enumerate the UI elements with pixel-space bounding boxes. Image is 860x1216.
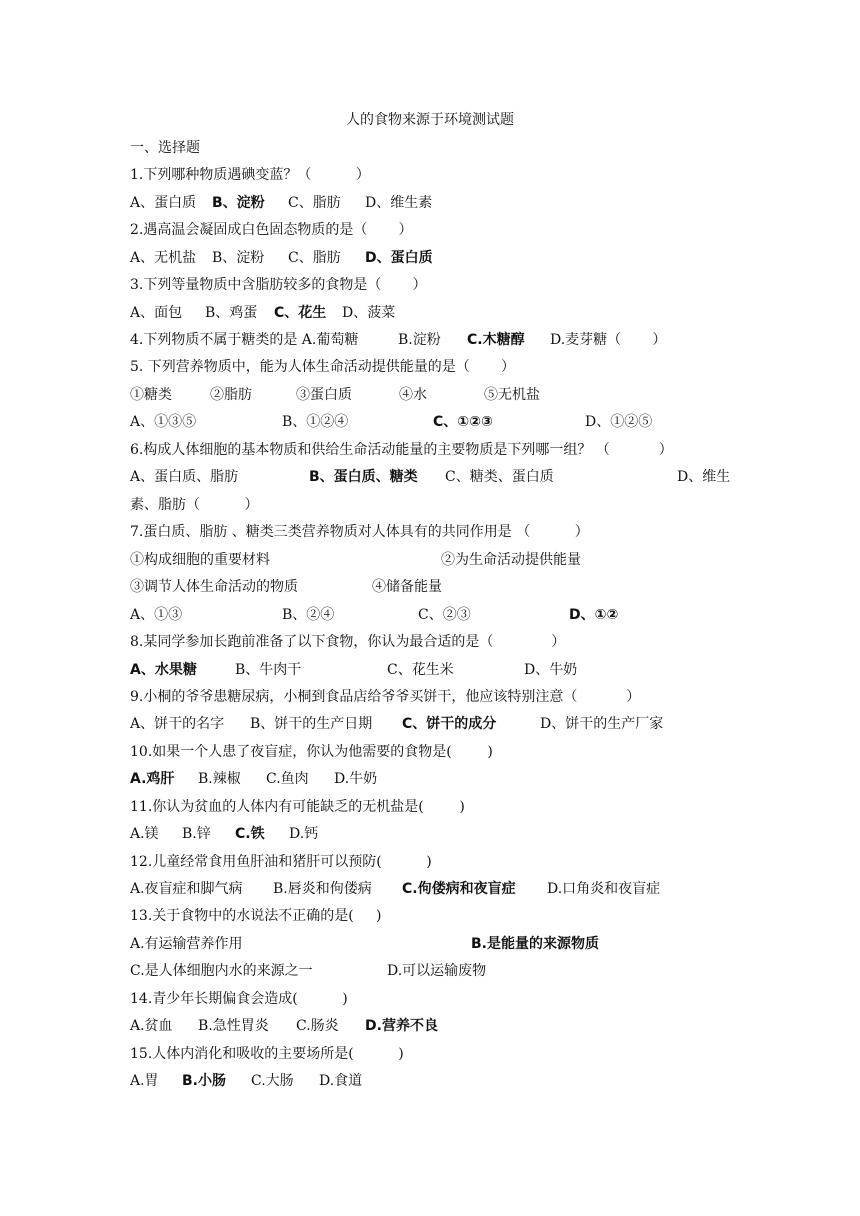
q11-option-c: C.铁 <box>235 826 265 842</box>
q5-item-1: ①糖类 <box>130 387 172 403</box>
q5-option-b: B、①②④ <box>282 414 349 430</box>
q13-option-d: D.可以运输废物 <box>387 963 487 979</box>
q13-option-b: B.是能量的来源物质 <box>471 936 599 952</box>
question-5-stem: 5. 下列营养物质中，能为人体生命活动提供能量的是（ ） <box>130 359 515 375</box>
q7-item-3: ③调节人体生命活动的物质 <box>130 579 298 595</box>
q13-option-a: A.有运输营养作用 <box>130 936 243 952</box>
q12-option-c: C.佝偻病和夜盲症 <box>402 881 516 897</box>
q5-item-5: ⑤无机盐 <box>484 387 540 403</box>
q11-option-d: D.钙 <box>289 826 319 842</box>
q11-option-b: B.锌 <box>182 826 211 842</box>
q9-option-b: B、饼干的生产日期 <box>250 716 373 732</box>
q2-option-d: D、蛋白质 <box>365 250 433 266</box>
q15-option-b: B.小肠 <box>182 1073 226 1089</box>
q7-item-2: ②为生命活动提供能量 <box>441 552 581 568</box>
q7-option-c: C、②③ <box>418 607 471 623</box>
question-1-stem: 1.下列哪种物质遇碘变蓝？（ ） <box>130 167 370 183</box>
question-13-stem: 13.关于食物中的水说法不正确的是( ) <box>130 908 382 924</box>
q2-option-b: B、淀粉 <box>212 250 265 266</box>
q8-option-c: C、花生米 <box>387 662 454 678</box>
q3-option-d: D、菠菜 <box>342 305 396 321</box>
question-6-stem: 6.构成人体细胞的基本物质和供给生命活动能量的主要物质是下列哪一组？ （ ） <box>130 442 673 458</box>
q5-option-d: D、①②⑤ <box>585 414 653 430</box>
q9-option-d: D、饼干的生产厂家 <box>540 716 664 732</box>
q8-option-a: A、水果糖 <box>130 662 197 678</box>
q8-option-d: D、牛奶 <box>524 662 578 678</box>
q3-option-a: A、面包 <box>130 305 183 321</box>
question-3-stem: 3.下列等量物质中含脂肪较多的食物是（ ） <box>130 277 427 293</box>
q10-option-c: C.鱼肉 <box>266 771 309 787</box>
q1-option-c: C、脂肪 <box>288 195 341 211</box>
q15-option-d: D.食道 <box>319 1073 363 1089</box>
q8-option-b: B、牛肉干 <box>235 662 302 678</box>
question-7-stem: 7.蛋白质、脂肪 、糖类三类营养物质对人体具有的共同作用是 （ ） <box>130 524 589 540</box>
q4-option-c: C.木糖醇 <box>467 332 525 348</box>
q5-item-4: ④水 <box>399 387 427 403</box>
q9-option-a: A、饼干的名字 <box>130 716 225 732</box>
q10-option-a: A.鸡肝 <box>130 771 175 787</box>
q15-option-a: A.胃 <box>130 1073 159 1089</box>
question-10-stem: 10.如果一个人患了夜盲症，你认为他需要的食物是( ) <box>130 744 493 760</box>
q4-option-b: B.淀粉 <box>398 332 441 348</box>
question-9-stem: 9.小桐的爷爷患糖尿病，小桐到食品店给爷爷买饼干，他应该特别注意（ ） <box>130 689 641 705</box>
q3-option-b: B、鸡蛋 <box>205 305 258 321</box>
q14-option-c: C.肠炎 <box>296 1018 339 1034</box>
q5-item-3: ③蛋白质 <box>296 387 352 403</box>
q12-option-d: D.口角炎和夜盲症 <box>547 881 661 897</box>
q2-option-c: C、脂肪 <box>288 250 341 266</box>
q7-option-d: D、①② <box>569 607 619 623</box>
q1-option-d: D、维生素 <box>365 195 433 211</box>
q7-option-a: A、①③ <box>130 607 183 623</box>
q13-option-c: C.是人体细胞内水的来源之一 <box>130 963 313 979</box>
q1-option-b: B、淀粉 <box>212 195 265 211</box>
q10-option-b: B.辣椒 <box>198 771 241 787</box>
section-heading: 一、选择题 <box>130 140 200 156</box>
q14-option-a: A.贫血 <box>130 1018 173 1034</box>
question-14-stem: 14.青少年长期偏食会造成( ) <box>130 991 348 1007</box>
q11-option-a: A.镁 <box>130 826 159 842</box>
question-11-stem: 11.你认为贫血的人体内有可能缺乏的无机盐是( ) <box>130 799 465 815</box>
q14-option-b: B.急性胃炎 <box>198 1018 269 1034</box>
q6-option-d: D、维生 <box>677 469 731 485</box>
q15-option-c: C.大肠 <box>251 1073 294 1089</box>
q5-item-2: ②脂肪 <box>210 387 252 403</box>
q9-option-c: C、饼干的成分 <box>402 716 497 732</box>
q7-item-4: ④储备能量 <box>372 579 442 595</box>
q6-option-b: B、蛋白质、糖类 <box>309 469 418 485</box>
question-4-stem: 4.下列物质不属于糖类的是 A.葡萄糖 <box>130 332 359 348</box>
question-12-stem: 12.儿童经常食用鱼肝油和猪肝可以预防( ) <box>130 854 432 870</box>
question-15-stem: 15.人体内消化和吸收的主要场所是( ) <box>130 1046 404 1062</box>
q6-option-c: C、糖类、蛋白质 <box>445 469 554 485</box>
q2-option-a: A、无机盐 <box>130 250 197 266</box>
q14-option-d: D.营养不良 <box>365 1018 438 1034</box>
question-2-stem: 2.遇高温会凝固成白色固态物质的是（ ） <box>130 222 413 238</box>
q5-option-c: C、①②③ <box>433 414 493 430</box>
question-8-stem: 8.某同学参加长跑前准备了以下食物，你认为最合适的是（ ） <box>130 634 566 650</box>
q1-option-a: A、蛋白质 <box>130 195 197 211</box>
q3-option-c: C、花生 <box>274 305 327 321</box>
q4-option-d: D.麦芽糖（ ） <box>550 332 667 348</box>
q12-option-b: B.唇炎和佝偻病 <box>273 881 372 897</box>
q6-option-a: A、蛋白质、脂肪 <box>130 469 239 485</box>
q6-option-d-continued: 素、脂肪（ ） <box>130 497 259 513</box>
q7-item-1: ①构成细胞的重要材料 <box>130 552 270 568</box>
document-title: 人的食物来源于环境测试题 <box>346 112 514 128</box>
q10-option-d: D.牛奶 <box>334 771 378 787</box>
q5-option-a: A、①③⑤ <box>130 414 197 430</box>
q12-option-a: A.夜盲症和脚气病 <box>130 881 243 897</box>
q7-option-b: B、②④ <box>282 607 335 623</box>
